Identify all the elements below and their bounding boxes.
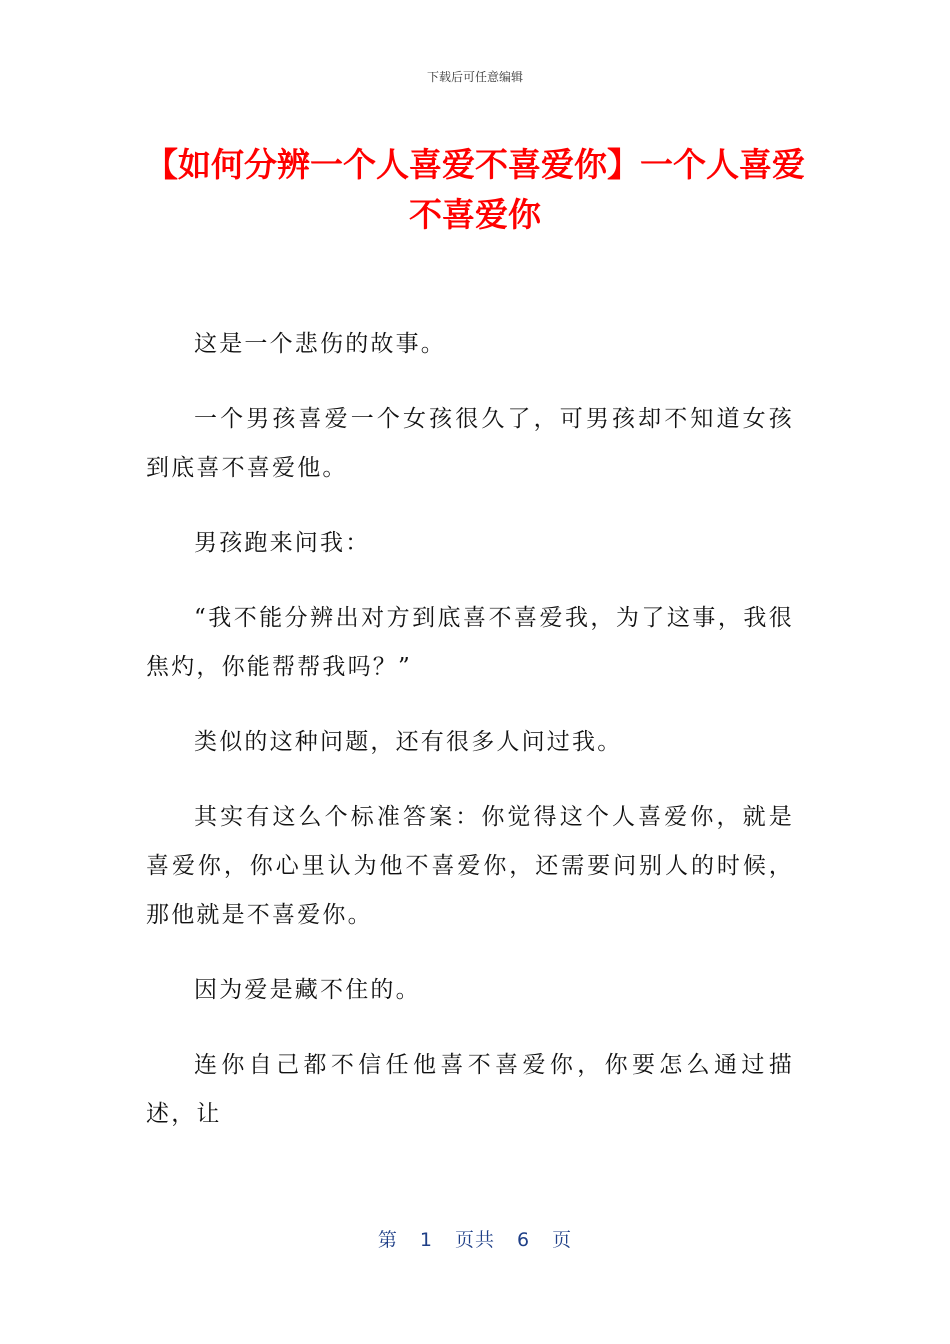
footer-page-total: 6 (517, 1229, 531, 1251)
footer-page-suffix: 页 (552, 1229, 573, 1251)
paragraph: 男孩跑来问我： (194, 530, 371, 556)
paragraph: 连你自己都不信任他喜不喜爱你，你要怎么通过描述，让 (146, 1052, 794, 1127)
page-footer (0, 1225, 950, 1252)
footer-page-middle: 页共 (454, 1229, 495, 1251)
paragraph: 其实有这么个标准答案：你觉得这个人喜爱你，就是喜爱你，你心里认为他不喜爱你，还需要问别人的时候，那他就是不喜爱你。 (146, 804, 794, 928)
document-title: 【如何分辨一个人喜爱不喜爱你】一个人喜爱不喜爱你 (145, 145, 805, 234)
paragraph: 因为爱是藏不住的。 (194, 977, 421, 1003)
paragraph: “我不能分辨出对方到底喜不喜爱我，为了这事，我很焦灼，你能帮帮我吗？” (146, 605, 794, 680)
paragraph: 一个男孩喜爱一个女孩很久了，可男孩却不知道女孩到底喜不喜爱他。 (146, 406, 794, 481)
footer-page-prefix: 第 (377, 1229, 398, 1251)
header-note: 下载后可任意编辑 (426, 70, 523, 84)
paragraph: 这是一个悲伤的故事。 (194, 331, 446, 357)
paragraph: 类似的这种问题，还有很多人问过我。 (194, 729, 623, 755)
footer-page-number: 1 (419, 1229, 433, 1251)
document-body (146, 320, 794, 1165)
